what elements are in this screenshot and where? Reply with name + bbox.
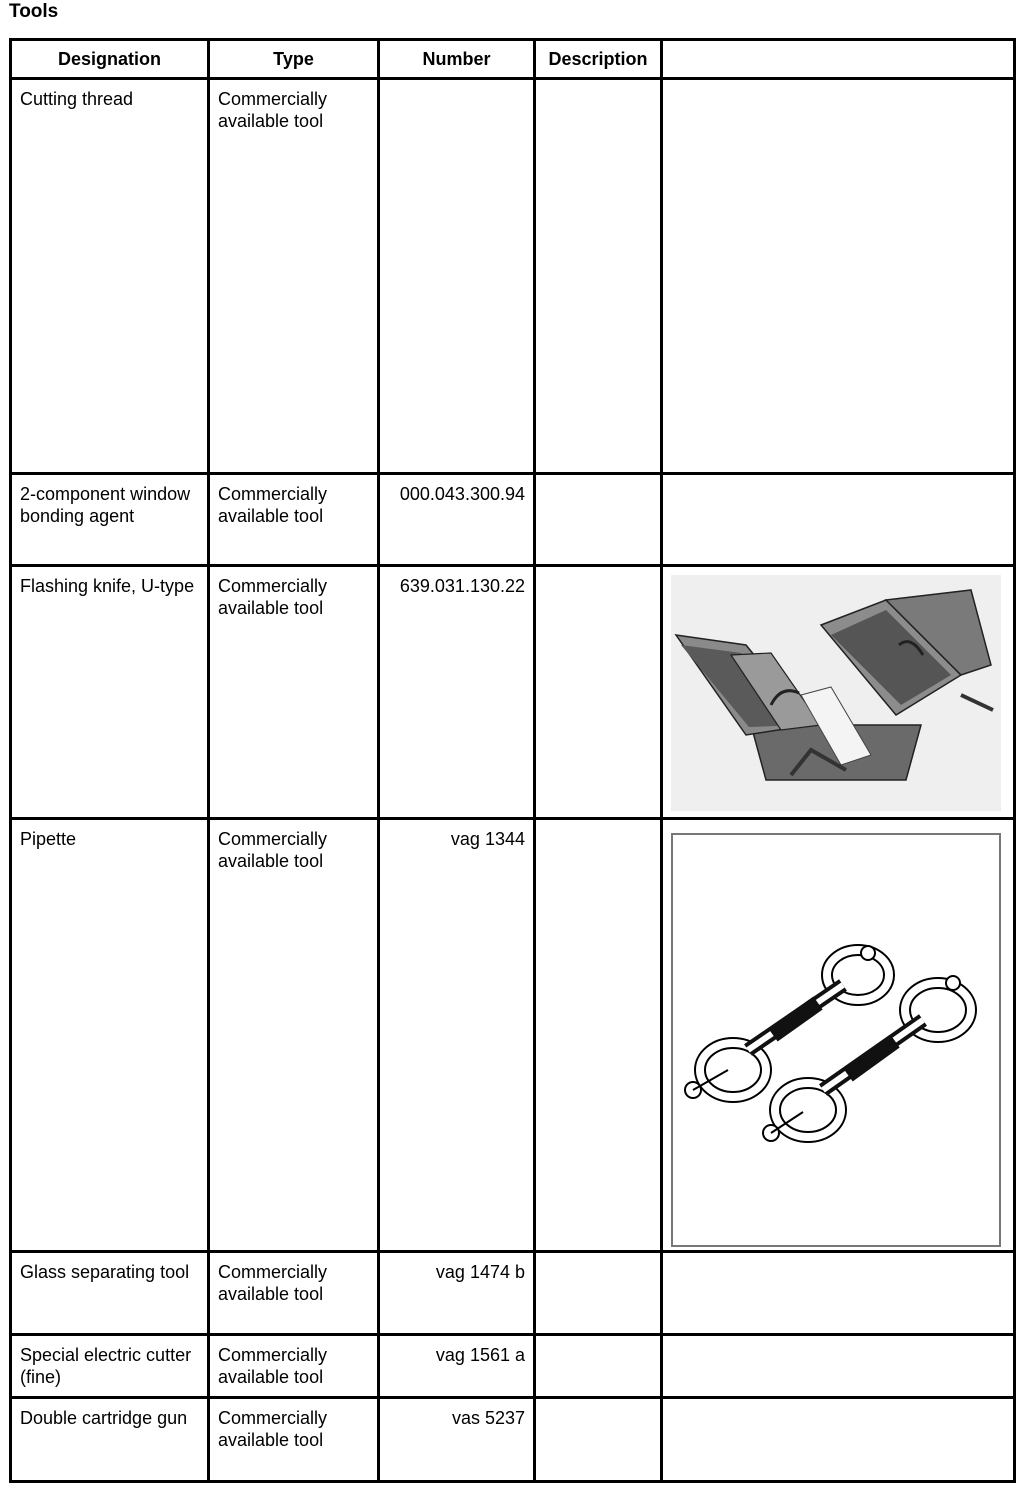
header-number: Number: [379, 40, 535, 79]
cell-designation: Special electric cutter (fine): [11, 1335, 209, 1398]
cell-type: Commercially available tool: [209, 819, 379, 1252]
cell-designation: Flashing knife, U-type: [11, 566, 209, 819]
suction-lifter-image: [671, 833, 1001, 1247]
tools-table: [9, 38, 1016, 1483]
header-type: Type: [209, 40, 379, 79]
cell-number: 639.031.130.22: [379, 566, 535, 819]
cell-description: [535, 566, 662, 819]
header-image: [662, 40, 1015, 79]
cell-image: [662, 1335, 1015, 1398]
table-row: [11, 1252, 1015, 1335]
cell-number: vag 1474 b: [379, 1252, 535, 1335]
table-row: [11, 819, 1015, 1252]
table-header-row: [11, 40, 1015, 79]
toolbox-image: [671, 575, 1001, 811]
cell-image: [662, 566, 1015, 819]
cell-description: [535, 1335, 662, 1398]
cell-image: [662, 1398, 1015, 1482]
cell-designation: Cutting thread: [11, 79, 209, 474]
header-description: Description: [535, 40, 662, 79]
cell-type: Commercially available tool: [209, 79, 379, 474]
table-row: [11, 1335, 1015, 1398]
table-row: [11, 79, 1015, 474]
cell-number: vag 1344: [379, 819, 535, 1252]
cell-designation: Glass separating tool: [11, 1252, 209, 1335]
cell-description: [535, 819, 662, 1252]
cell-type: Commercially available tool: [209, 1398, 379, 1482]
cell-type: Commercially available tool: [209, 1335, 379, 1398]
cell-number: vas 5237: [379, 1398, 535, 1482]
cell-description: [535, 1398, 662, 1482]
table-row: [11, 566, 1015, 819]
cell-number: [379, 79, 535, 474]
cell-image: [662, 474, 1015, 566]
cell-image: [662, 819, 1015, 1252]
cell-designation: 2-component window bonding agent: [11, 474, 209, 566]
page-title: Tools: [9, 1, 59, 22]
cell-description: [535, 1252, 662, 1335]
cell-number: vag 1561 a: [379, 1335, 535, 1398]
cell-image: [662, 1252, 1015, 1335]
cell-description: [535, 79, 662, 474]
cell-type: Commercially available tool: [209, 566, 379, 819]
cell-designation: Pipette: [11, 819, 209, 1252]
cell-designation: Double cartridge gun: [11, 1398, 209, 1482]
header-designation: Designation: [11, 40, 209, 79]
cell-image: [662, 79, 1015, 474]
cell-description: [535, 474, 662, 566]
cell-type: Commercially available tool: [209, 474, 379, 566]
table-row: [11, 474, 1015, 566]
table-row: [11, 1398, 1015, 1482]
cell-number: 000.043.300.94: [379, 474, 535, 566]
cell-type: Commercially available tool: [209, 1252, 379, 1335]
